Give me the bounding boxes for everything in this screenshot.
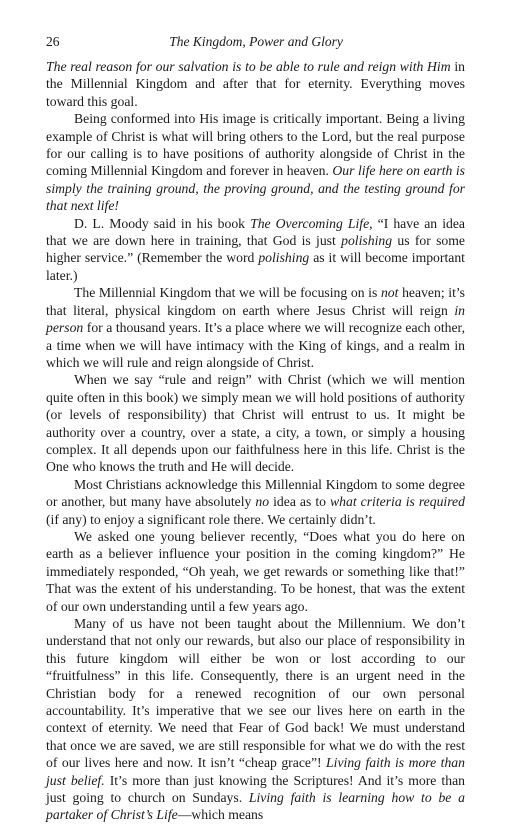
body-text (46, 58, 465, 824)
paragraph-3 (46, 215, 465, 285)
text-run: Living faith is more than just belief. (46, 755, 465, 788)
paragraph-8 (46, 615, 465, 824)
text-run: Most Christians acknowledge this Millennial Kingdom to some degree or another, but many have absolutely (46, 476, 465, 510)
text-run: The Millennial Kingdom that we will be focusing on is (74, 285, 381, 301)
text-run: idea as to (269, 494, 330, 510)
text-run: (if any) to enjoy a significant role there. We certainly didn’t. (46, 511, 376, 527)
text-run: Many of us have not been taught about the Millennium. We don’t understand that not only our rewards, but also our place of responsibility in this future kingdom will either be won or lost according to our “fruitfulness” in this life. Consequently, there is an urgent need in the Christian body for a renewed recognition of our own personal accountability. It’s imperative that we see our lives here on earth in the context of eternity. We need that Fear of God back! We must understand that once we are saved, we are still responsible for what we do with the rest of our lives here and now. It isn’t “cheap grace”! (46, 616, 465, 771)
text-run: polishing (258, 250, 310, 266)
text-run: Being conformed into His image is critically important. Being a living example of Christ is what will bring others to the Lord, but the real purpose for our calling is to have positions of authority alongside of Christ in the coming Millennial Kingdom and forever in heaven. (46, 111, 465, 179)
text-run: The Overcoming Life (250, 215, 370, 231)
text-run: Living faith is learning how to be a partaker of Christ’s Life (46, 790, 465, 823)
paragraph-2 (46, 110, 465, 214)
text-run: Our life here on earth is simply the training ground, the proving ground, and the testing ground for that next life! (46, 163, 466, 214)
text-run: D. L. Moody said in his book (74, 215, 251, 231)
text-run: not (380, 285, 399, 301)
text-run: in the Millennial Kingdom and after that for eternity. Everything moves toward this goal. (46, 59, 465, 109)
text-run: no (255, 494, 270, 510)
text-run: —which means (177, 807, 264, 823)
paragraph-6 (46, 476, 465, 528)
text-run: The real reason for our salvation is to be able to rule and reign with Him (46, 59, 451, 74)
text-run: When we say “rule and reign” with Christ (which we will mention quite often in this book) we simply mean we will hold positions of authority (or levels of responsibility) that Christ will entrust to us. It might be authority over a country, over a state, a city, a town, or simply a housing complex. It all depends upon our faithfulness here in this life. Christ is the One who knows the truth and He will decide. (46, 372, 465, 475)
text-run: for a thousand years. It’s a place where we will recognize each other, a time when we will have intimacy with the King of kings, and a realm in which we will rule and reign alongside of Christ. (46, 320, 465, 370)
running-title: The Kingdom, Power and Glory (169, 34, 343, 49)
page-header (46, 34, 466, 52)
text-run: as it will become important later.) (46, 250, 465, 283)
paragraph-5 (46, 371, 465, 475)
text-run: in person (46, 302, 465, 336)
paragraph-1 (46, 58, 465, 110)
paragraph-4 (46, 284, 465, 371)
text-run: , “I have an idea that we are down here in training, that God is just (46, 215, 466, 249)
text-run: polishing (341, 233, 393, 249)
text-run: us for some higher service.” (Remember the word (46, 233, 465, 266)
text-run: It’s more than just knowing the Scriptures! And it’s more than just going to church on Sundays. (46, 772, 465, 806)
text-run: what criteria is required (330, 494, 465, 510)
text-run: We asked one young believer recently, “Does what you do here on earth as a believer influence your position in the coming kingdom?” He immediately responded, “Oh yeah, we get rewards or something like that!” That was the extent of his understanding. To be honest, that was the extent of our own understanding until a few years ago. (46, 528, 465, 614)
page-number: 26 (46, 34, 60, 49)
text-run: heaven; it’s that literal, physical kingdom on earth where Jesus Christ will reign (46, 285, 466, 318)
paragraph-7 (46, 528, 465, 615)
